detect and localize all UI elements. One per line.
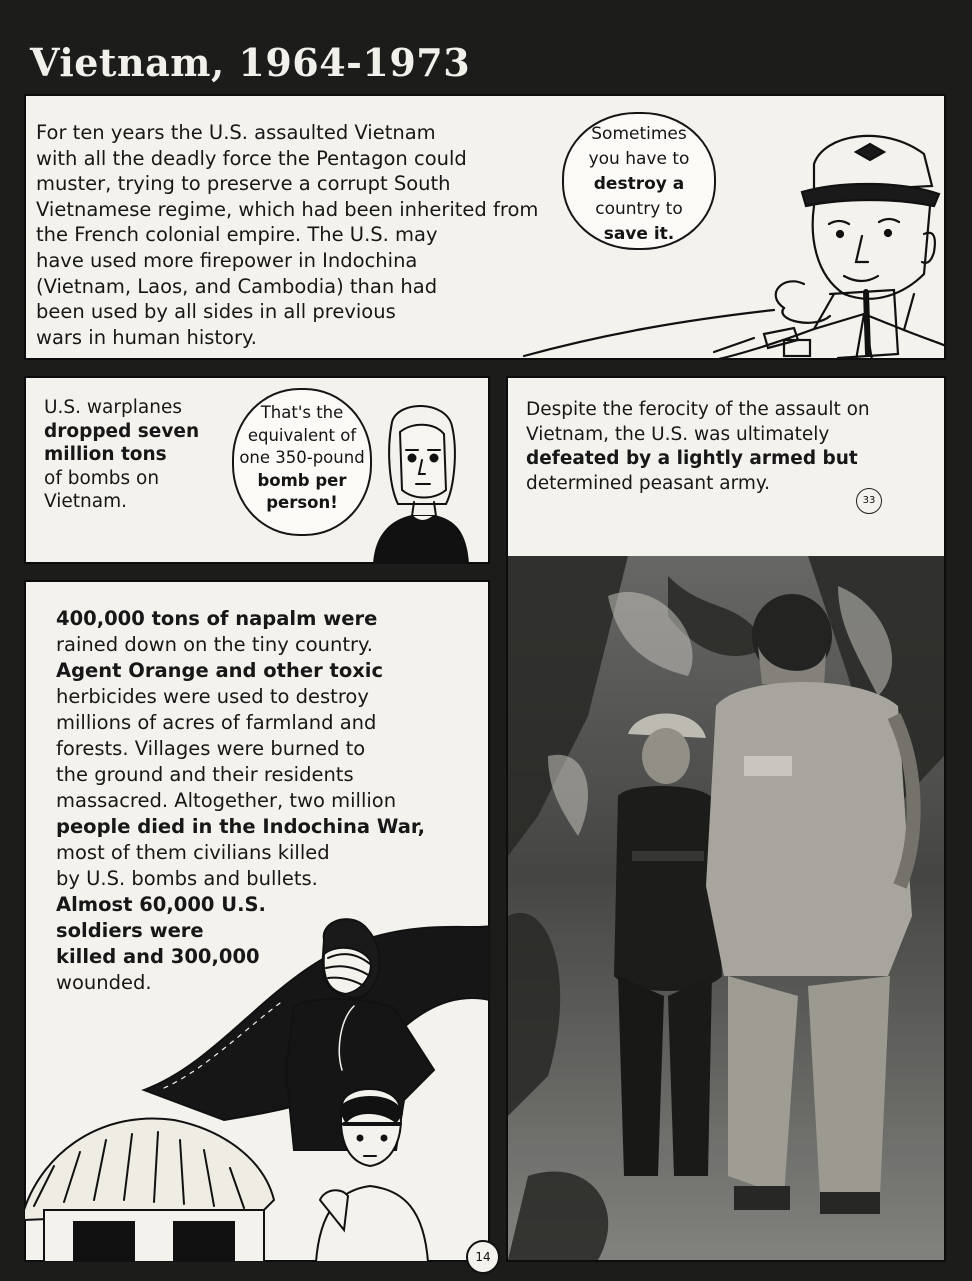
- general-illustration: [484, 94, 946, 360]
- panel-bombs-caption: U.S. warplanes dropped seven million tons of bombs on Vietnam.: [44, 397, 200, 513]
- woman-illustration: [354, 396, 484, 564]
- panel-general: [24, 94, 946, 360]
- panel-casualties-caption: 400,000 tons of napalm were rained down on the tiny country. Agent Orange and other toxic herbicides were used to destroy millions of acres of farmland and forests. Villages were burned to the ground and their residents massacred. Altogether, two million people died in the Indochina War, most of them civilians killed by U.S. bombs and bullets. Almost 60,000 U.S. soldiers were killed and 300,000 wounded.: [56, 607, 426, 994]
- panel-casualties: [24, 580, 490, 1262]
- grieving-villagers-illustration: [24, 910, 490, 1262]
- panel-bombs: [24, 376, 490, 564]
- page-number: 14: [466, 1240, 500, 1274]
- footnote-badge: 33: [856, 488, 882, 514]
- panel-general-caption: For ten years the U.S. assaulted Vietnam with all the deadly force the Pentagon could muster, trying to preserve a corrupt South Vietnamese regime, which had been inherited from the French colonial empire. The U.S. may have used more firepower in Indochina (Vietnam, Laos, and Cambodia) than had been used by all sides in all previous wars in human history.: [36, 121, 539, 349]
- panel-defeat-caption: Despite the ferocity of the assault on Vietnam, the U.S. was ultimately defeated by a lightly armed but determined peasant army.: [526, 399, 870, 494]
- page-title: Vietnam, 1964-1973: [30, 40, 471, 85]
- woman-speech-bubble: That's the equivalent of one 350-pound bomb per person!: [232, 388, 372, 536]
- panel-defeat: [506, 376, 946, 1262]
- general-speech-bubble: Sometimes you have to destroy a country to save it.: [562, 112, 716, 250]
- captured-soldier-photo: [508, 556, 944, 1260]
